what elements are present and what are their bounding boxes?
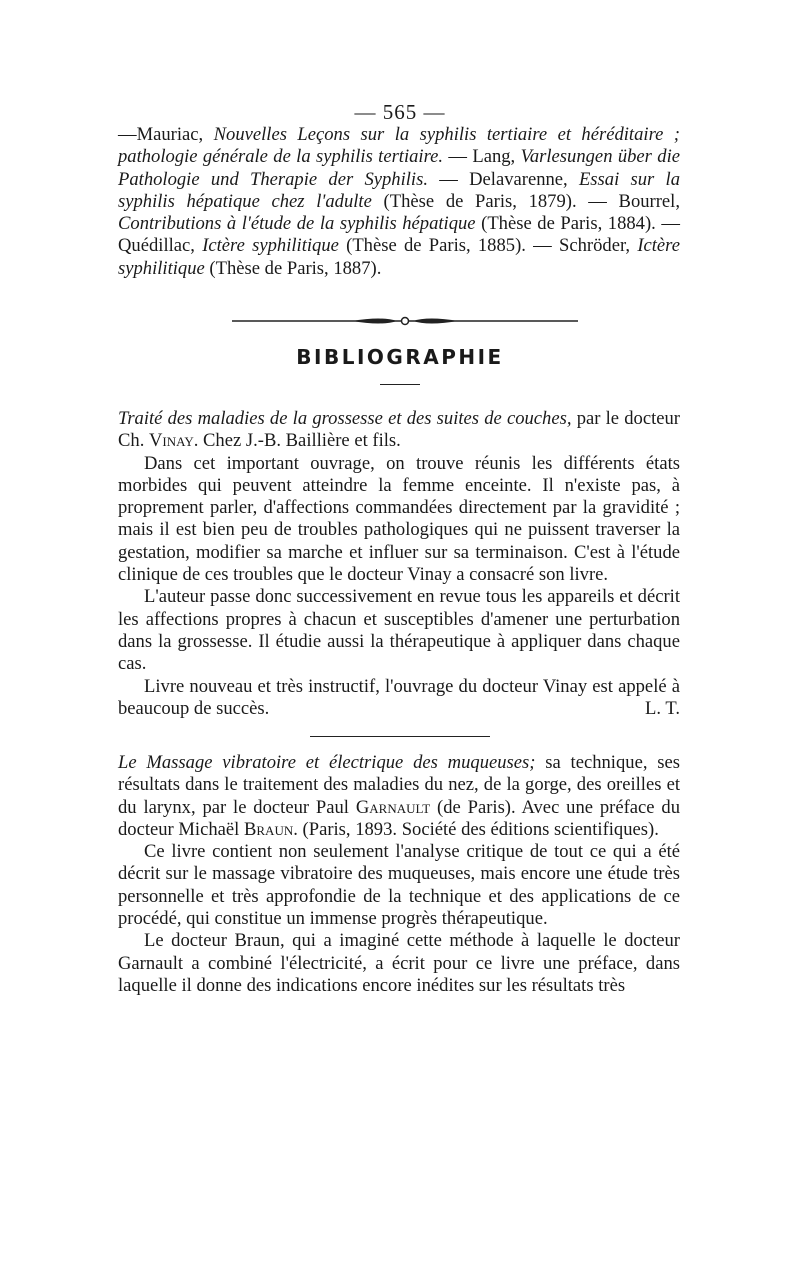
review-signature: L. T. (645, 697, 680, 719)
review-vinay (118, 408, 680, 720)
review-garnault (118, 752, 680, 997)
review-title-line: Le Massage vibratoire et électrique des muqueuses; sa technique, ses résultats dans le traitement des maladies du nez, de la gorge, des oreilles et du larynx, par le docteur Paul Garnault (de Paris). Avec une préface du docteur Michaël Braun. (Paris, 1893. Société des éditions scientifiques). (118, 752, 680, 840)
separator-rule (310, 736, 490, 737)
review-paragraph: Dans cet important ouvrage, on trouve réunis les différents états morbides qui peuvent atteindre la femme enceinte. Il n'existe pas, à proprement parler, d'affections commandées directement par la gravidité ; mais il est bien peu de troubles pathologiques qui ne puissent traverser la gestation, modifier sa marche et influer sur sa terminaison. C'est à l'étude clinique de ces troubles que le docteur Vinay a consacré son livre. (118, 452, 680, 586)
review-paragraph: L'auteur passe donc successivement en revue tous les appareils et décrit les affections propres à chacun et susceptibles d'amener une perturbation dans la grossesse. Il étudie aussi la thérapeutique à appliquer dans chaque cas. (118, 586, 680, 675)
review-paragraph: Livre nouveau et très instructif, l'ouvrage du docteur Vinay est appelé à beaucoup de succès. L. T. (118, 675, 680, 719)
section-heading: BIBLIOGRAPHIE (296, 345, 504, 369)
reference-paragraph: —Mauriac, Nouvelles Leçons sur la syphilis tertiaire et héréditaire ; pathologie générale de la syphilis tertiaire. — Lang, Varlesungen über die Pathologie und Therapie der Syphilis. — Delavarenne, Essai sur la syphilis hépatique chez l'adulte (Thèse de Paris, 1879). — Bourrel, Contributions à l'étude de la syphilis hépatique (Thèse de Paris, 1884). — Quédillac, Ictère syphilitique (Thèse de Paris, 1885). — Schröder, Ictère syphilitique (Thèse de Paris, 1887). (118, 124, 681, 279)
reference-block (118, 124, 680, 280)
review-title-line: Traité des maladies de la grossesse et des suites de couches, par le docteur Ch. Vinay. Chez J.-B. Baillière et fils. (118, 408, 680, 452)
heading-underline (380, 384, 420, 385)
review-paragraph: Ce livre contient non seulement l'analyse critique de tout ce qui a été décrit sur le massage vibratoire des muqueuses, mais encore une étude très personnelle et très approfondie de la technique et des applications de ce procédé, qui constitue un immense progrès thérapeutique. (118, 841, 680, 930)
ornamental-rule (232, 316, 578, 326)
page-number: — 565 — (354, 100, 446, 124)
review-paragraph: Le docteur Braun, qui a imaginé cette méthode à laquelle le docteur Garnault a combiné l'électricité, a écrit pour ce livre une préface, dans laquelle il donne des indications encore inédites sur les résultats très (118, 930, 680, 996)
